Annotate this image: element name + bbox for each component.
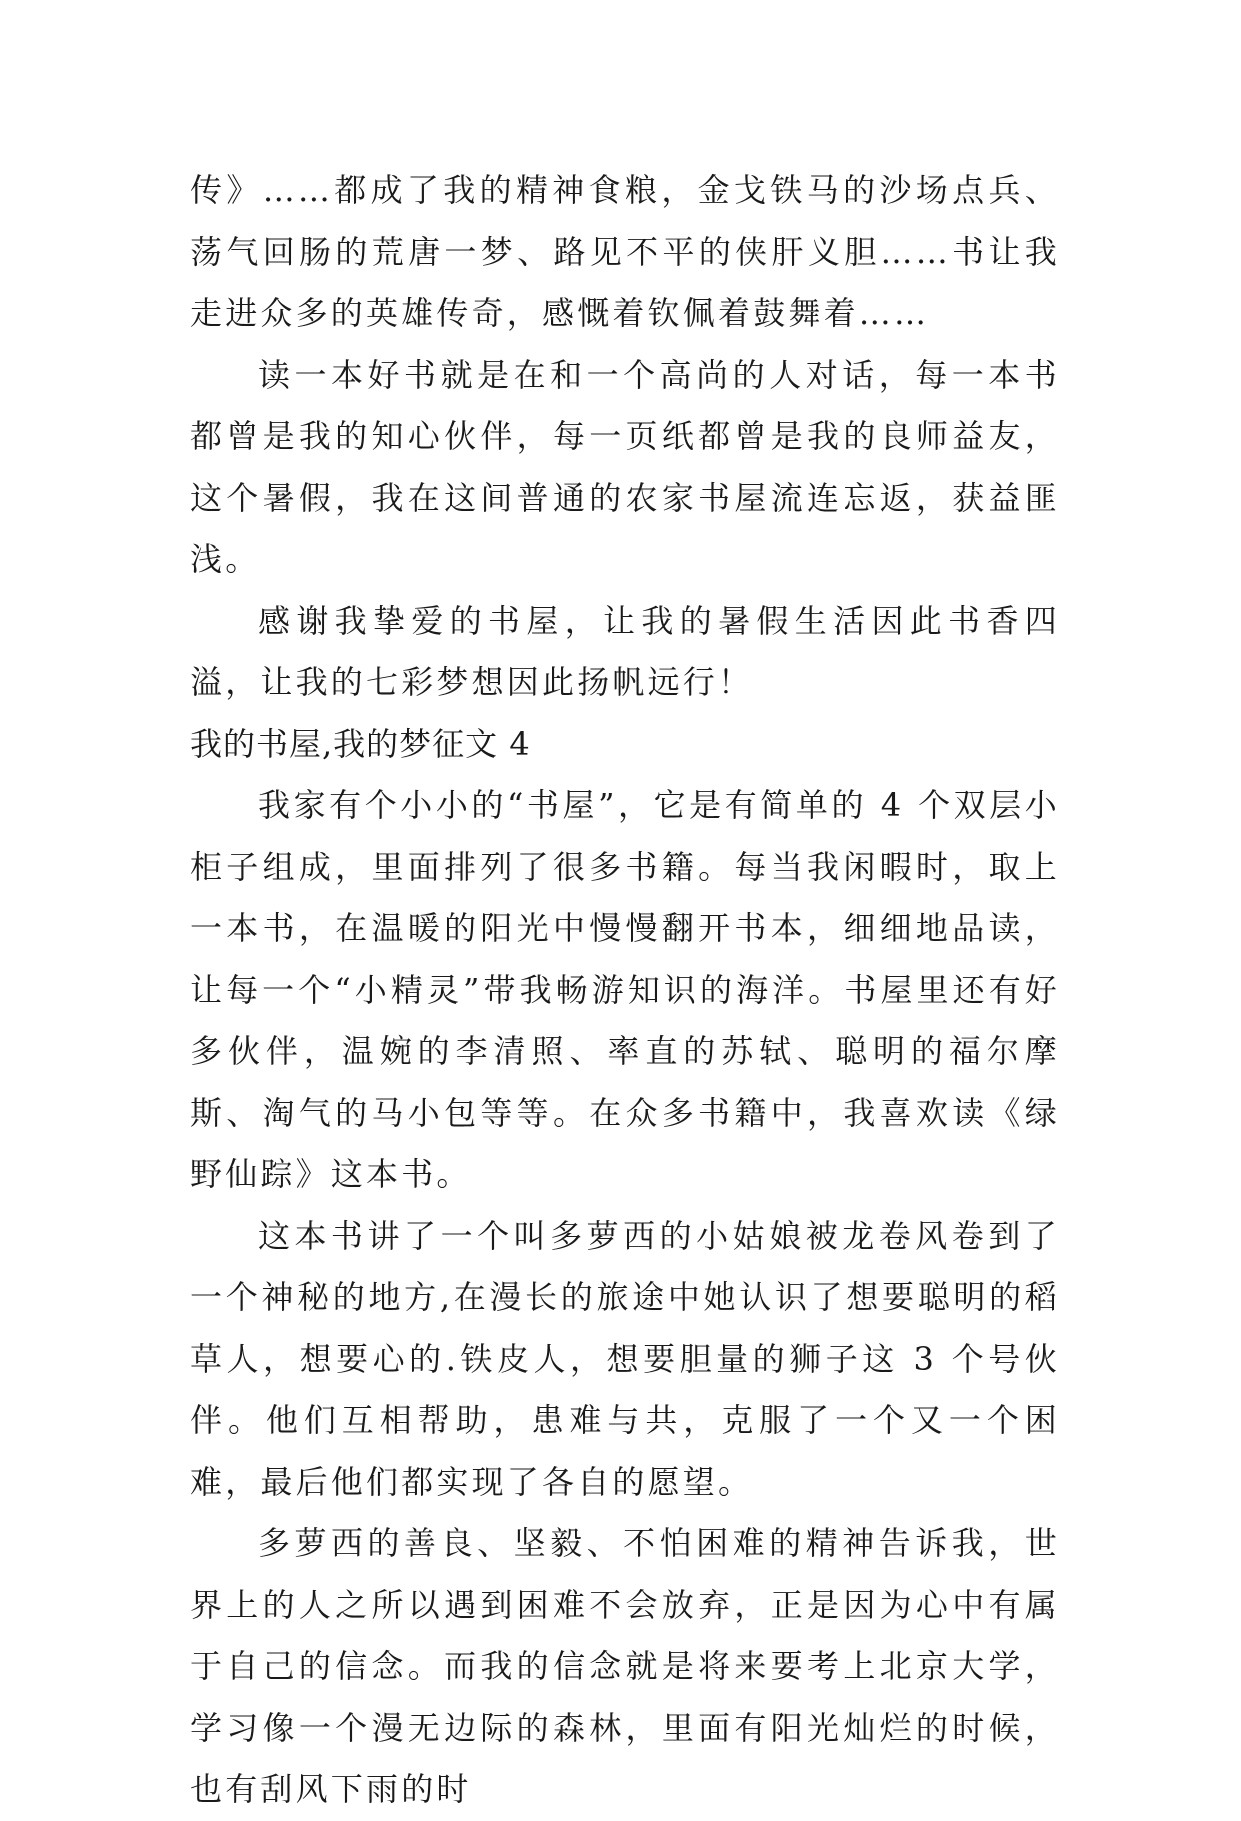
paragraph-good-book: 读一本好书就是在和一个高尚的人对话，每一本书都曾是我的知心伙伴，每一页纸都曾是我的良师益友，这个暑假，我在这间普通的农家书屋流连忘返，获益匪浅。: [190, 355, 1060, 578]
document-body: [190, 160, 1060, 1821]
paragraph-belief: 多萝西的善良、坚毅、不怕困难的精神告诉我，世界上的人之所以遇到困难不会放弃，正是因为心中有属于自己的信念。而我的信念就是将来要考上北京大学，学习像一个漫无边际的森林，里面有阳光灿烂的时候，也有刮风下雨的时: [190, 1524, 1060, 1808]
paragraph-my-bookroom: 我家有个小小的“书屋”，它是有简单的 4 个双层小柜子组成，里面排列了很多书籍。每当我闲暇时，取上一本书，在温暖的阳光中慢慢翻开书本，细细地品读，让每一个“小精灵”带我畅游知识的海洋。书屋里还有好多伙伴，温婉的李清照、率直的苏轼、聪明的福尔摩斯、淘气的马小包等等。在众多书籍中，我喜欢读《绿野仙踪》这本书。: [190, 786, 1060, 1193]
paragraph-continued: 传》……都成了我的精神食粮，金戈铁马的沙场点兵、荡气回肠的荒唐一梦、路见不平的侠肝义胆……书让我走进众多的英雄传奇，感慨着钦佩着鼓舞着……: [190, 171, 1060, 332]
section-title: 我的书屋,我的梦征文 4: [190, 724, 531, 763]
paragraph-thanks: 感谢我挚爱的书屋，让我的暑假生活因此书香四溢，让我的七彩梦想因此扬帆远行！: [190, 601, 1060, 701]
paragraph-book-story: 这本书讲了一个叫多萝西的小姑娘被龙卷风卷到了一个神秘的地方,在漫长的旅途中她认识了想要聪明的稻草人，想要心的.铁皮人，想要胆量的狮子这 3 个号伙伴。他们互相帮助，患难与共，克服了一个又一个困难，最后他们都实现了各自的愿望。: [190, 1216, 1060, 1501]
